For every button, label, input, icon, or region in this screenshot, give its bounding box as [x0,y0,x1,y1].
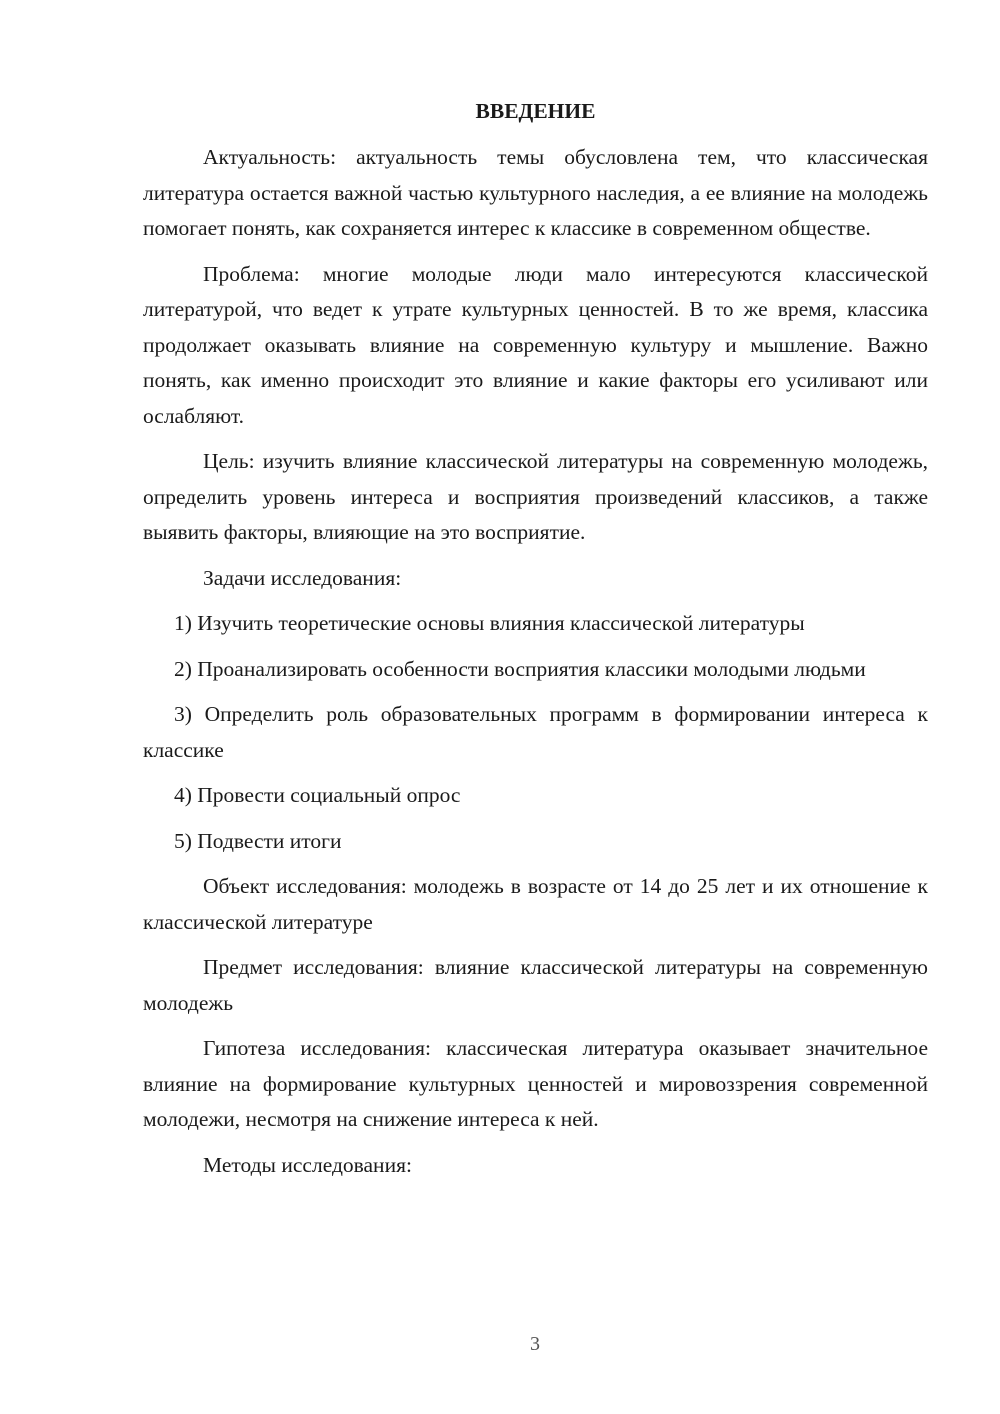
paragraph-relevance: Актуальность: актуальность темы обусловлена тем, что классическая литература остается важной частью культурного наследия, а ее влияние на молодежь помогает понять, как сохраняется интерес к классике в современном обществе. [143,145,928,240]
task-item-5: 5) Подвести итоги [174,828,342,853]
page-number: 3 [530,1333,540,1355]
task-item-2: 2) Проанализировать особенности восприятия классики молодыми людьми [174,656,866,681]
paragraph-hypothesis: Гипотеза исследования: классическая литература оказывает значительное влияние на формирование культурных ценностей и мировоззрения современной молодежи, несмотря на снижение интереса к ней. [143,1036,928,1131]
paragraph-problem: Проблема: многие молодые люди мало интересуются классической литературой, что ведет к утрате культурных ценностей. В то же время, классика продолжает оказывать влияние на современную культуру и мышление. Важно понять, как именно происходит это влияние и какие факторы его усиливают или ослабляют. [143,261,928,428]
paragraph-subject: Предмет исследования: влияние классической литературы на современную молодежь [143,955,928,1015]
paragraph-object: Объект исследования: молодежь в возрасте от 14 до 25 лет и их отношение к классической литературе [143,874,928,934]
task-item-1: 1) Изучить теоретические основы влияния классической литературы [174,611,805,635]
tasks-heading: Задачи исследования: [203,565,402,590]
section-title: ВВЕДЕНИЕ [475,99,596,123]
methods-heading: Методы исследования: [203,1152,412,1177]
page-content [143,94,928,1183]
paragraph-goal: Цель: изучить влияние классической литературы на современную молодежь, определить уровень интереса и восприятия произведений классиков, а также выявить факторы, влияющие на это восприятие. [143,449,928,544]
task-item-4: 4) Провести социальный опрос [174,783,461,807]
task-item-3: 3) Определить роль образовательных программ в формировании интереса к классике [143,702,928,762]
